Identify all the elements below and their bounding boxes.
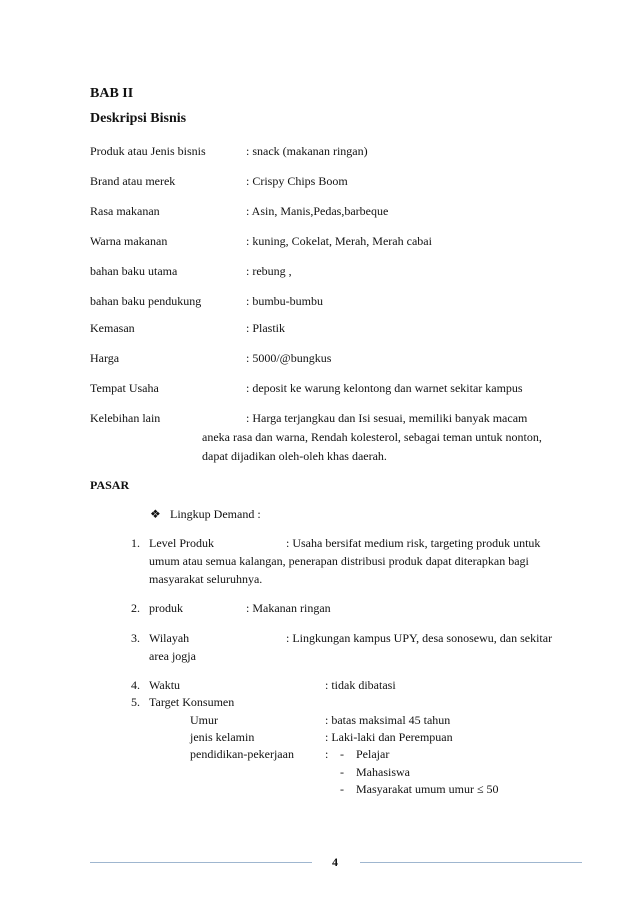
list-item-label: Target Konsumen: [149, 695, 235, 709]
list-item-value: : tidak dibatasi: [325, 678, 396, 692]
page-number: 4: [332, 855, 338, 869]
target-value: :: [325, 747, 329, 761]
row-value: : rebung ,: [246, 264, 292, 278]
list-item-continuation: masyarakat seluruhnya.: [149, 572, 263, 586]
education-item: Masyarakat umum umur ≤ 50: [356, 782, 499, 796]
footer-rule-right: [360, 862, 582, 863]
row-value: : Harga terjangkau dan Isi sesuai, memiliki banyak macam: [246, 411, 528, 425]
list-item-value: : Makanan ringan: [246, 601, 331, 615]
list-item-label: Waktu: [149, 678, 181, 692]
target-value: : batas maksimal 45 tahun: [325, 713, 451, 727]
target-label: Umur: [190, 713, 218, 727]
list-number: 5.: [131, 695, 140, 709]
target-label: jenis kelamin: [190, 730, 255, 744]
list-item-continuation: area jogja: [149, 649, 196, 663]
diamond-bullet-icon: ❖: [150, 507, 161, 521]
chapter-title: BAB II: [90, 86, 134, 101]
target-label: pendidikan-pekerjaan: [190, 747, 294, 761]
row-label: bahan baku utama: [90, 264, 178, 278]
row-label: Produk atau Jenis bisnis: [90, 144, 206, 158]
row-value: : 5000/@bungkus: [246, 351, 332, 365]
row-value: : bumbu-bumbu: [246, 294, 323, 308]
row-value: : deposit ke warung kelontong dan warnet sekitar kampus: [246, 381, 523, 395]
row-label: Harga: [90, 351, 120, 365]
list-item-continuation: umum atau semua kalangan, penerapan distribusi produk dapat diterapkan bagi: [149, 554, 529, 568]
list-item-label: Level Produk: [149, 536, 214, 550]
list-item-value: : Usaha bersifat medium risk, targeting produk untuk: [286, 536, 541, 550]
row-value-continuation: aneka rasa dan warna, Rendah kolesterol, sebagai teman untuk nonton,: [202, 430, 542, 444]
list-item-label: produk: [149, 601, 183, 615]
row-value: : kuning, Cokelat, Merah, Merah cabai: [246, 234, 432, 248]
bullet-text: Lingkup Demand :: [170, 507, 261, 521]
row-label: bahan baku pendukung: [90, 294, 202, 308]
footer-rule-left: [90, 862, 312, 863]
list-dash: -: [340, 782, 344, 796]
list-number: 1.: [131, 536, 140, 550]
list-item-value: : Lingkungan kampus UPY, desa sonosewu, dan sekitar: [286, 631, 553, 645]
row-value: : Asin, Manis,Pedas,barbeque: [246, 204, 389, 218]
education-item: Mahasiswa: [356, 765, 410, 779]
pasar-heading: PASAR: [90, 478, 130, 492]
section-title: Deskripsi Bisnis: [90, 111, 187, 126]
row-value-continuation: dapat dijadikan oleh-oleh khas daerah.: [202, 449, 387, 463]
row-label: Kemasan: [90, 321, 135, 335]
row-label: Tempat Usaha: [90, 381, 159, 395]
row-label: Brand atau merek: [90, 174, 176, 188]
row-value: : Crispy Chips Boom: [246, 174, 348, 188]
list-number: 2.: [131, 601, 140, 615]
list-dash: -: [340, 765, 344, 779]
list-number: 3.: [131, 631, 140, 645]
row-label: Warna makanan: [90, 234, 168, 248]
education-item: Pelajar: [356, 747, 390, 761]
row-value: : snack (makanan ringan): [246, 144, 368, 158]
list-item-label: Wilayah: [149, 631, 190, 645]
list-dash: -: [340, 747, 344, 761]
target-value: : Laki-laki dan Perempuan: [325, 730, 453, 744]
list-number: 4.: [131, 678, 140, 692]
row-value: : Plastik: [246, 321, 286, 335]
row-label: Kelebihan lain: [90, 411, 161, 425]
row-label: Rasa makanan: [90, 204, 160, 218]
